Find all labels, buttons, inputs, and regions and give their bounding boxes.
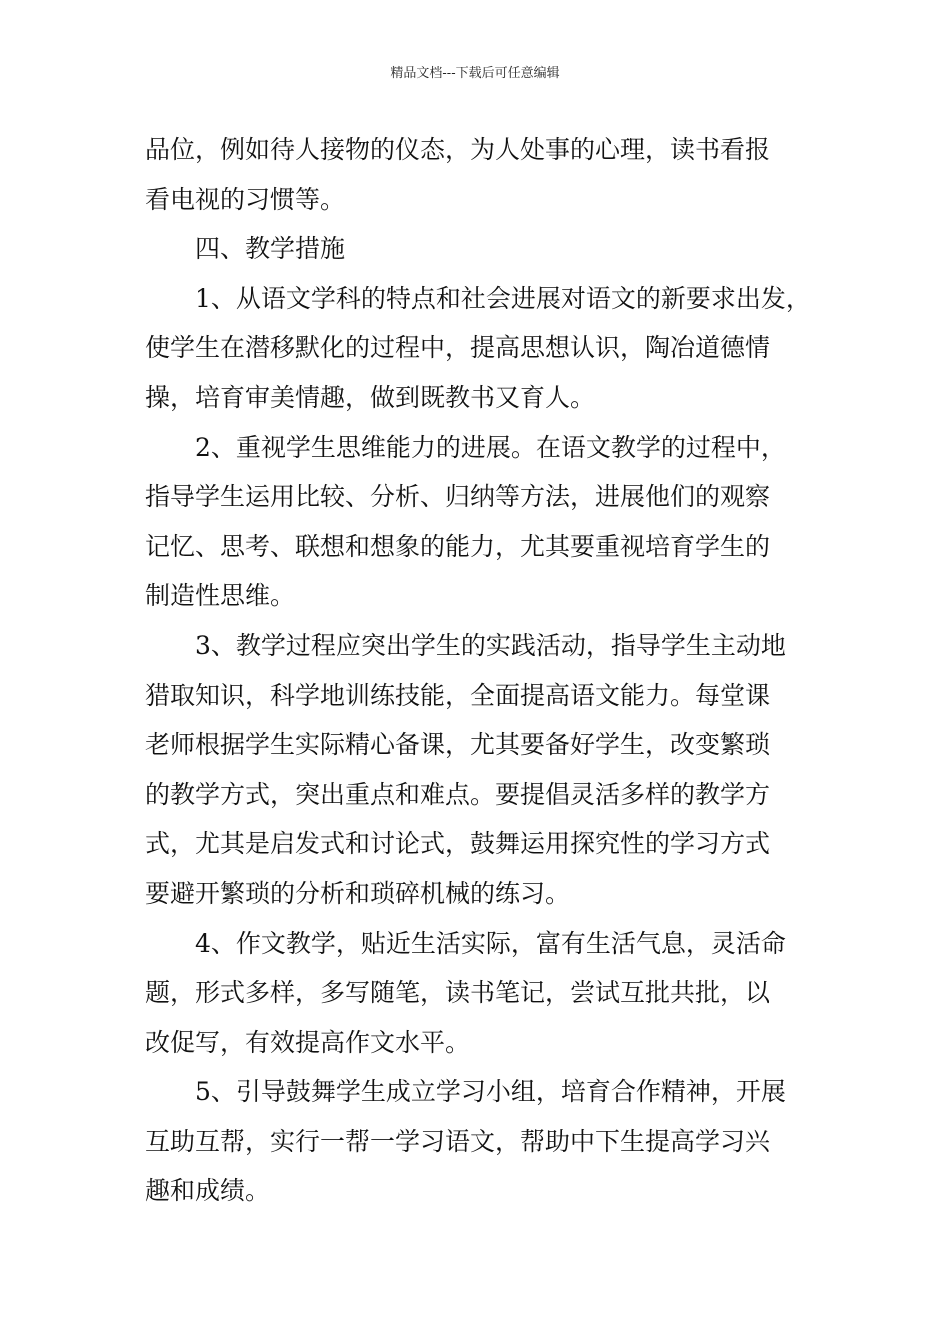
text-line: 看电视的习惯等。 [145,184,346,214]
text-line: 2、重视学生思维能力的进展。在语文教学的过程中， [195,432,786,462]
text-line: 操，培育审美情趣，做到既教书又育人。 [145,382,596,412]
text-line: 指导学生运用比较、分析、归纳等方法，进展他们的观察 [145,482,771,512]
text-line: 使学生在潜移默化的过程中，提高思想认识，陶冶道德情 [145,333,771,363]
text-line: 的教学方式，突出重点和难点。要提倡灵活多样的教学方 [145,779,771,809]
text-line: 要避开繁琐的分析和琐碎机械的练习。 [145,878,571,908]
text-line: 式，尤其是启发式和讨论式，鼓舞运用探究性的学习方式 [145,829,771,859]
page-header: 精品文档---下载后可任意编辑 [390,66,560,81]
text-line: 制造性思维。 [145,581,296,611]
text-line: 互助互帮，实行一帮一学习语文，帮助中下生提高学习兴 [145,1126,771,1156]
document-body [145,125,815,1216]
text-line: 5、引导鼓舞学生成立学习小组，培育合作精神，开展 [195,1077,786,1107]
text-line: 记忆、思考、联想和想象的能力，尤其要重视培育学生的 [145,531,771,561]
text-line: 老师根据学生实际精心备课，尤其要备好学生，改变繁琐 [145,730,771,760]
text-line: 品位，例如待人接物的仪态，为人处事的心理，读书看报 [145,135,771,164]
section-heading: 四、教学措施 [195,234,346,264]
text-line: 4、作文教学，贴近生活实际，富有生活气息，灵活命 [195,928,786,958]
text-line: 趣和成绩。 [145,1176,271,1206]
text-line: 改促写，有效提高作文水平。 [145,1027,471,1057]
text-line: 题，形式多样，多写随笔，读书笔记，尝试互批共批，以 [145,978,771,1008]
text-line: 猎取知识，科学地训练技能，全面提高语文能力。每堂课 [145,680,771,710]
text-line: 1、从语文学科的特点和社会进展对语文的新要求出发， [195,283,811,313]
text-line: 3、教学过程应突出学生的实践活动，指导学生主动地 [195,630,786,660]
